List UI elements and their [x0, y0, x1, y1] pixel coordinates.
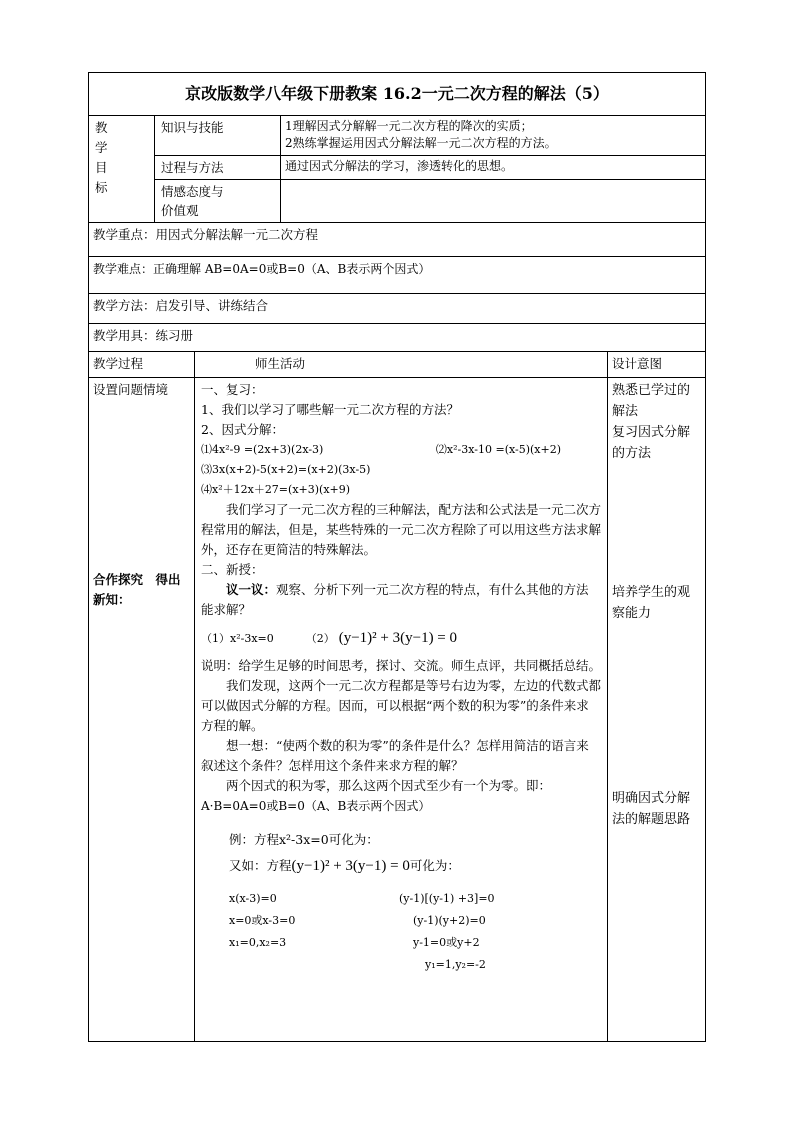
right-step: y₁=1,y₂=-2 [425, 958, 486, 971]
objectives-label-char: 目 [95, 160, 108, 175]
intent-line: 明确因式分解 [612, 791, 691, 806]
paragraph-methods: 我们学习了一元二次方程的三种解法，配方法和公式法是一元二次方程常用的解法，但是，某些特殊的一元二次方程除了可以用这些方法求解外，还存在更简洁的特殊解法。 [201, 502, 602, 557]
paragraph-zero-product: 两个因式的积为零，那么这两个因式至少有一个为零。即： [226, 778, 552, 793]
activity-column [195, 378, 608, 1042]
process-label: 过程与方法 [155, 156, 281, 180]
process-text: 通过因式分解法的学习，渗透转化的思想。 [281, 156, 706, 180]
header-intent: 设计意图 [608, 352, 706, 378]
intent-line: 的方法 [612, 446, 652, 461]
factor-row [201, 440, 601, 460]
discuss-text: 观察、分析下列一元二次方程的特点，有什么其他的方法能求解？ [201, 582, 589, 617]
emotion-label-line: 情感态度与 [161, 184, 224, 199]
equation-1: （1）x²-3x=0 [201, 632, 274, 645]
new-lesson-title: 二、新授： [201, 562, 264, 577]
knowledge-line: 1理解因式分解解一元二次方程的降次的实质； [285, 119, 533, 133]
intent-line: 解法 [612, 404, 639, 419]
objectives-label [89, 116, 155, 223]
left-step: x=0或x-3=0 [229, 914, 296, 927]
teaching-method: 教学方法：启发引导、讲练结合 [89, 294, 706, 324]
left-step: x₁=0,x₂=3 [229, 936, 287, 949]
factor-1: ⑴4x²-9 =(2x+3)(2x-3) [201, 443, 324, 456]
example-2-equation: (y−1)² + 3(y−1) = 0 [291, 858, 410, 874]
right-step: (y-1)[(y-1) +3]=0 [399, 892, 495, 905]
intent-line: 熟悉已学过的 [612, 383, 691, 398]
lesson-plan-sheet [88, 72, 705, 1044]
equation-2: (y−1)² + 3(y−1) = 0 [338, 630, 458, 646]
right-step: y-1=0或y+2 [413, 936, 480, 949]
page-title: 京改版数学八年级下册教案 16.2一元二次方程的解法（5） [89, 73, 706, 116]
key-point: 教学重点：用因式分解法解一元二次方程 [89, 223, 706, 257]
knowledge-text [281, 116, 706, 156]
factor-2: ⑵x²-3x-10 =(x-5)(x+2) [435, 443, 561, 456]
difficulty: 教学难点：正确理解 AB=0A=0或B=0（A、B表示两个因式） [89, 257, 706, 294]
note-paragraph: 说明：给学生足够的时间思考，探讨、交流。师生点评，共同概括总结。 [201, 658, 602, 673]
discuss-label: 议一议： [226, 582, 277, 597]
review-question-2: 2、因式分解： [201, 422, 284, 437]
equations-row [201, 626, 601, 650]
emotion-label-line: 价值观 [161, 203, 199, 218]
teaching-tools: 教学用具：练习册 [89, 324, 706, 352]
objectives-label-char: 学 [95, 140, 108, 155]
paragraph-discovery: 我们发现，这两个一元二次方程都是等号右边为零，左边的代数式都可以做因式分解的方程。因而，可以根据“两个数的积为零”的条件来求方程的解。 [201, 678, 602, 733]
right-step: (y-1)(y+2)=0 [413, 914, 486, 927]
factor-4: ⑷x²＋12x＋27=(x+3)(x+9) [201, 483, 351, 496]
emotion-text [281, 180, 706, 223]
objectives-label-char: 标 [95, 180, 108, 195]
stage-setup: 设置问题情境 [93, 382, 169, 397]
header-process: 教学过程 [89, 352, 195, 378]
equation-2-prefix: （2） [305, 632, 335, 645]
review-title: 一、复习： [201, 382, 264, 397]
intent-line: 法的解题思路 [612, 812, 691, 827]
example-1: 例：方程x²-3x=0可化为： [229, 832, 379, 847]
left-step: x(x-3)=0 [229, 892, 277, 905]
zero-product-rule: A·B=0A=0或B=0（A、B表示两个因式） [201, 799, 431, 813]
emotion-label [155, 180, 281, 223]
solution-steps [201, 888, 601, 975]
review-question-1: 1、我们以学习了哪些解一元二次方程的方法？ [201, 402, 459, 417]
objectives-label-char: 教 [95, 120, 108, 135]
example-2-suffix: 可化为： [409, 858, 460, 873]
knowledge-label: 知识与技能 [155, 116, 281, 156]
intent-column [608, 378, 706, 1042]
header-activity: 师生活动 [195, 352, 608, 378]
intent-line: 察能力 [612, 606, 652, 621]
knowledge-line: 2熟练掌握运用因式分解法解一元二次方程的方法。 [285, 136, 557, 150]
stage-explore: 合作探究 得出新知： [93, 572, 181, 607]
intent-line: 复习因式分解 [612, 425, 691, 440]
intent-line: 培养学生的观 [612, 585, 691, 600]
paragraph-think: 想一想：“使两个数的积为零”的条件是什么？怎样用简洁的语言来叙述这个条件？怎样用这个条件来求方程的解？ [201, 738, 589, 773]
lesson-plan-table [88, 72, 706, 1042]
discuss-paragraph [201, 580, 601, 620]
stage-column [89, 378, 195, 1042]
example-2-line [201, 854, 601, 878]
example-2-prefix: 又如：方程 [229, 858, 292, 873]
factor-3: ⑶3x(x+2)-5(x+2)=(x+2)(3x-5) [201, 463, 371, 476]
